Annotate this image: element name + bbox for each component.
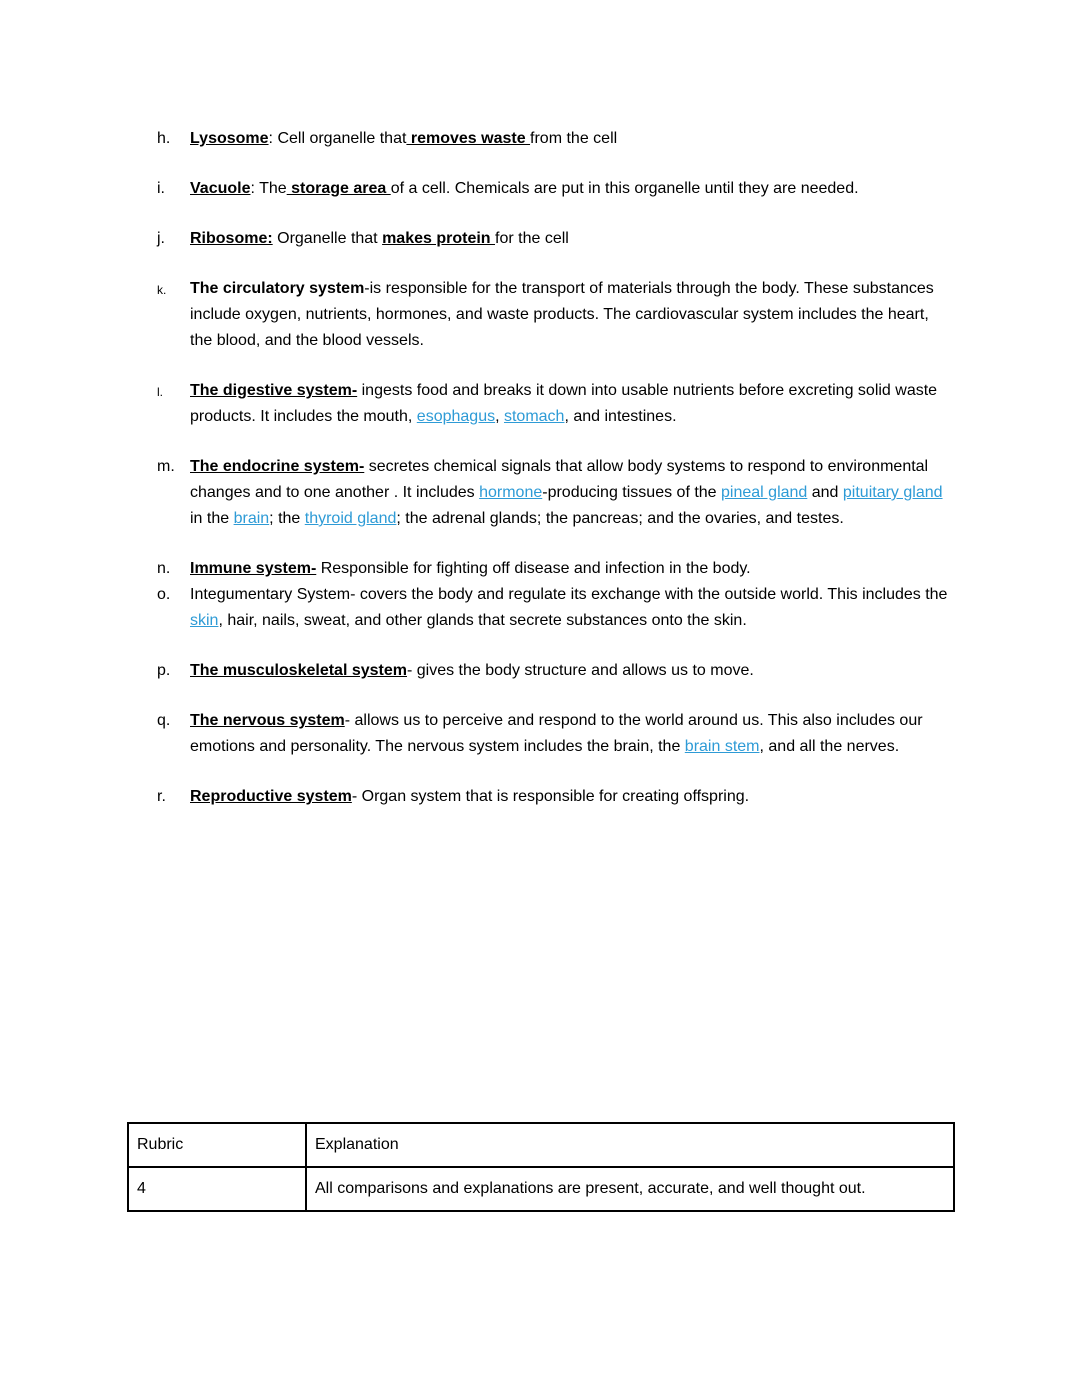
- text-segment: Ribosome:: [190, 230, 273, 247]
- text-segment: The musculoskeletal system: [190, 662, 407, 679]
- list-marker: k.: [157, 283, 167, 297]
- text-segment: Responsible for fighting off disease and infection in the body.: [316, 560, 751, 577]
- text-segment: removes waste: [406, 130, 531, 147]
- list-item-j: [155, 226, 955, 252]
- text-segment: Organelle that: [272, 230, 383, 247]
- text-segment: The circulatory system: [190, 280, 365, 297]
- list-item-l: [155, 378, 955, 430]
- link-stomach[interactable]: stomach: [503, 408, 565, 425]
- list-item-q: [155, 708, 955, 760]
- text-segment: - Organ system that is responsible for creating offspring.: [351, 788, 750, 805]
- definition-list: [155, 126, 955, 834]
- list-item-text: [190, 788, 749, 805]
- text-segment: Lysosome: [190, 130, 269, 147]
- text-segment: storage area: [286, 180, 391, 197]
- text-segment: ,: [495, 408, 504, 425]
- text-segment: ; the: [269, 510, 305, 527]
- text-segment: ingests food and breaks it down into usable nutrients before excreting solid waste products. It includes the mouth,: [190, 382, 938, 425]
- text-segment: -producing tissues of the: [542, 484, 722, 501]
- list-item-text: [190, 130, 617, 147]
- list-item-text: [190, 230, 569, 247]
- text-segment: for the cell: [495, 230, 569, 247]
- text-segment: makes protein: [382, 230, 496, 247]
- list-item-text: [190, 560, 751, 577]
- rubric-table: [127, 1122, 955, 1212]
- link-skin[interactable]: skin: [190, 612, 219, 629]
- rubric-explanation-cell: All comparisons and explanations are present, accurate, and well thought out.: [306, 1167, 954, 1211]
- list-item-k: [155, 276, 955, 354]
- list-marker: i.: [157, 180, 165, 197]
- list-item-h: [155, 126, 955, 152]
- rubric-header-cell: Rubric: [128, 1123, 306, 1167]
- list-item-text: [190, 662, 754, 679]
- text-segment: : The: [250, 180, 287, 197]
- link-pineal-gland[interactable]: pineal gland: [721, 484, 808, 501]
- text-segment: of a cell. Chemicals are put in this organelle until they are needed.: [390, 180, 859, 197]
- text-segment: Immune system-: [190, 560, 317, 577]
- list-marker: h.: [157, 130, 171, 147]
- list-item-text: [190, 280, 934, 349]
- list-item-n: [155, 556, 955, 582]
- text-segment: ; the adrenal glands; the pancreas; and the ovaries, and testes.: [396, 510, 844, 527]
- text-segment: , hair, nails, sweat, and other glands that secrete substances onto the skin.: [218, 612, 747, 629]
- text-segment: and: [807, 484, 843, 501]
- rubric-table-header-row: [128, 1123, 954, 1167]
- text-segment: The endocrine system-: [190, 458, 365, 475]
- link-brain-stem[interactable]: brain stem: [684, 738, 760, 755]
- text-segment: in the: [190, 510, 234, 527]
- text-segment: - allows us to perceive and respond to the world around us. This also includes our emotions and personality. The nervous system includes the brain, the: [190, 712, 923, 755]
- link-brain[interactable]: brain: [233, 510, 270, 527]
- rubric-score-cell: 4: [128, 1167, 306, 1211]
- text-segment: secretes chemical signals that allow body systems to respond to environmental changes and to one another . It includes: [190, 458, 929, 501]
- list-item-r: [155, 784, 955, 810]
- text-segment: -is responsible for the transport of materials through the body. These substances include oxygen, nutrients, hormones, and waste products. The cardiovascular system includes the heart, the blood, and the blood vessels.: [190, 280, 934, 349]
- link-thyroid-gland[interactable]: thyroid gland: [304, 510, 397, 527]
- list-item-text: [190, 712, 923, 755]
- text-segment: from the cell: [530, 130, 618, 147]
- list-marker: q.: [157, 712, 171, 729]
- text-segment: The digestive system-: [190, 382, 358, 399]
- text-segment: : Cell organelle that: [268, 130, 407, 147]
- text-segment: , and intestines.: [564, 408, 677, 425]
- list-marker: r.: [157, 788, 166, 805]
- text-segment: Integumentary System- covers the body and regulate its exchange with the outside world. This includes the: [190, 586, 948, 603]
- list-item-text: [190, 586, 947, 629]
- list-marker: n.: [157, 560, 171, 577]
- link-esophagus[interactable]: esophagus: [416, 408, 496, 425]
- list-item-text: [190, 458, 943, 527]
- list-marker: p.: [157, 662, 171, 679]
- explanation-header-cell: Explanation: [306, 1123, 954, 1167]
- link-hormone[interactable]: hormone: [479, 484, 543, 501]
- rubric-table-row: [128, 1167, 954, 1211]
- list-item-text: [190, 382, 937, 425]
- list-item-i: [155, 176, 955, 202]
- text-segment: , and all the nerves.: [759, 738, 900, 755]
- list-marker: m.: [157, 458, 175, 475]
- list-marker: j.: [157, 230, 165, 247]
- list-item-text: [190, 180, 859, 197]
- text-segment: The nervous system: [190, 712, 345, 729]
- text-segment: - gives the body structure and allows us to move.: [406, 662, 754, 679]
- list-item-m: [155, 454, 955, 532]
- list-marker: l.: [157, 385, 163, 399]
- rubric-table-body: [128, 1167, 954, 1211]
- list-item-o: [155, 582, 955, 634]
- text-segment: Vacuole: [190, 180, 251, 197]
- list-marker: o.: [157, 586, 171, 603]
- link-pituitary-gland[interactable]: pituitary gland: [842, 484, 943, 501]
- text-segment: Reproductive system: [190, 788, 352, 805]
- list-item-p: [155, 658, 955, 684]
